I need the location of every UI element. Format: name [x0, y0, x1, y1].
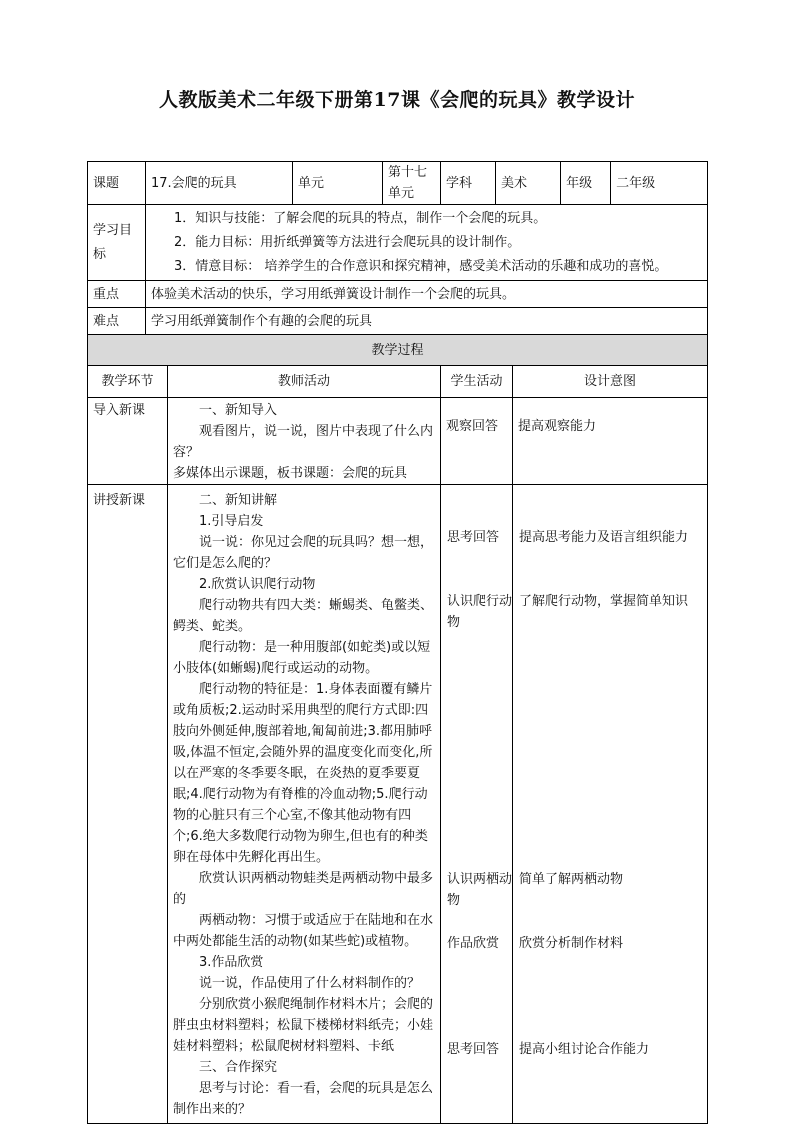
key-point-label: 重点: [88, 281, 146, 308]
goals-label: 学习目标: [88, 205, 146, 281]
header-student: 学生活动: [441, 366, 513, 398]
lesson-plan-table: [87, 161, 708, 1124]
process-header-row: [88, 366, 708, 398]
unit-label: 单元: [293, 162, 383, 205]
topic-value: 17.会爬的玩具: [146, 162, 293, 205]
intro-stage: 导入新课: [88, 398, 168, 485]
process-title: 教学过程: [88, 335, 708, 366]
teach-student: 思考回答 认识爬行动物 认识两栖动物 作品欣赏 思考回答: [441, 485, 513, 1124]
difficulty-row: [88, 308, 708, 335]
info-row: [88, 162, 708, 205]
teach-intent: 提高思考能力及语言组织能力 了解爬行动物，掌握简单知识 简单了解两栖动物 欣赏分析制作材料 提高小组讨论合作能力: [513, 485, 708, 1124]
intro-student: 观察回答: [441, 398, 513, 485]
intro-intent: 提高观察能力: [513, 398, 708, 485]
difficulty-label: 难点: [88, 308, 146, 335]
teach-row: [88, 485, 708, 1124]
goal-item: 3．情意目标： 培养学生的合作意识和探究精神，感受美术活动的乐趣和成功的喜悦。: [174, 258, 668, 274]
teach-stage: 讲授新课: [88, 485, 168, 1124]
key-point-value: 体验美术活动的快乐，学习用纸弹簧设计制作一个会爬的玩具。: [146, 281, 708, 308]
header-intent: 设计意图: [513, 366, 708, 398]
subject-label: 学科: [441, 162, 496, 205]
subject-value: 美术: [496, 162, 561, 205]
goals-list: [146, 205, 708, 281]
grade-value: 二年级: [611, 162, 708, 205]
goals-row: [88, 205, 708, 281]
grade-label: 年级: [561, 162, 611, 205]
goal-item: 1．知识与技能：了解会爬的玩具的特点，制作一个会爬的玩具。: [174, 210, 547, 226]
header-teacher: 教师活动: [168, 366, 441, 398]
header-stage: 教学环节: [88, 366, 168, 398]
teach-teacher: 二、新知讲解 1.引导启发 说一说：你见过会爬的玩具吗？想一想，它们是怎么爬的？ 2.欣赏认识爬行动物 爬行动物共有四大类：蜥蜴类、龟鳖类、鳄类、蛇类。 爬行动物：是一种用腹部(如蛇类)或以短小肢体(如蜥蜴)爬行或运动的动物。 爬行动物的特征是：1.身体表面覆有鳞片或角质板;2.运动时采用典型的爬行方式即:四肢向外侧延伸,腹部着地,匍匐前进;3.都用肺呼吸,体温不恒定,会随外界的温度变化而变化,所以在严寒的冬季要冬眠，在炎热的夏季要夏眠;4.爬行动物为有脊椎的冷血动物;5.爬行动物的心脏只有三个心室,不像其他动物有四个;6.绝大多数爬行动物为卵生,但也有的种类卵在母体中先孵化再出生。 欣赏认识两栖动物蛙类是两栖动物中最多的 两栖动物：习惯于或适应于在陆地和在水中两处都能生活的动物(如某些蛇)或植物。 3.作品欣赏 说一说，作品使用了什么材料制作的？ 分别欣赏小猴爬绳制作材料木片；会爬的胖虫虫材料塑料；松鼠下楼梯材料纸壳；小娃娃材料塑料；松鼠爬树材料塑料、卡纸 三、合作探究 思考与讨论：看一看，会爬的玩具是怎么制作出来的？: [168, 485, 441, 1124]
unit-value: 第十七单元: [383, 162, 441, 205]
intro-teacher: 一、新知导入 观看图片，说一说，图片中表现了什么内容？ 多媒体出示课题，板书课题：会爬的玩具: [168, 398, 441, 485]
page-title: 人教版美术二年级下册第17课《会爬的玩具》教学设计: [159, 89, 635, 111]
process-title-row: [88, 335, 708, 366]
topic-label: 课题: [88, 162, 146, 205]
key-point-row: [88, 281, 708, 308]
goal-item: 2．能力目标：用折纸弹簧等方法进行会爬玩具的设计制作。: [174, 234, 521, 250]
difficulty-value: 学习用纸弹簧制作个有趣的会爬的玩具: [146, 308, 708, 335]
intro-row: [88, 398, 708, 485]
